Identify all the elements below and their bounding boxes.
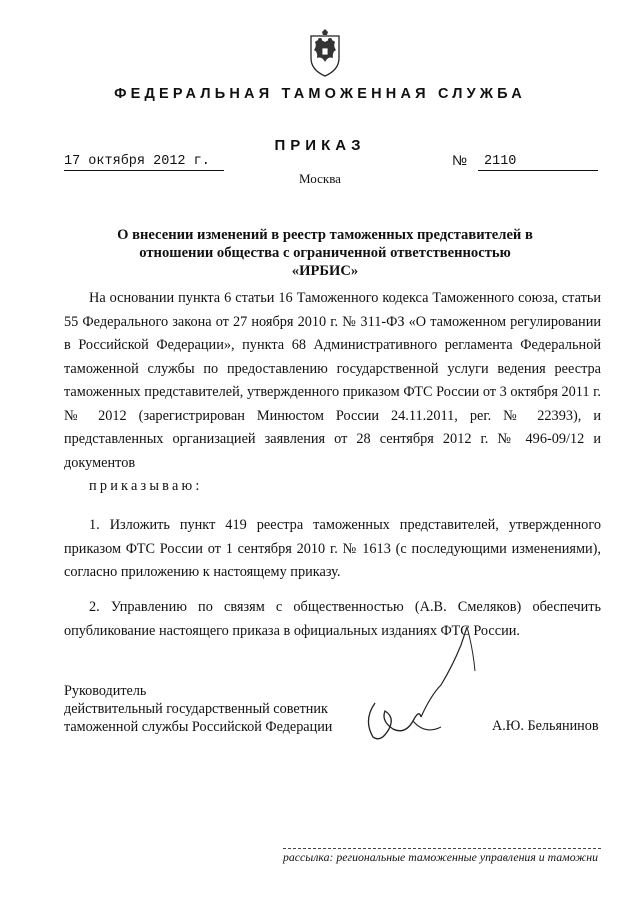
mailing-divider — [283, 848, 601, 849]
order-number: 2110 — [478, 153, 598, 171]
basis-text: На основании пункта 6 статьи 16 Таможенного кодекса Таможенного союза, статьи 55 Федерального закона от 27 ноября 2010 г. № 311-ФЗ «О таможенном регулировании в Российской Федерации», пункта 68 Административного регламента Федеральной таможенной службы по предоставлению государственной услуги ведения реестра таможенных представителей, утвержденного приказом ФТС России от 3 октября 2011 г. № 2012 (зарегистрирован Минюстом России 24.11.2011, рег. № 22393), и представленных организацией заявления от 28 сентября 2012 г. № 496-09/12 и документов — [64, 290, 601, 471]
state-emblem-icon — [305, 28, 345, 78]
title-line-1: О внесении изменений в реестр таможенных представителей в — [117, 227, 533, 243]
mailing-list: рассылка: региональные таможенные управления и таможни — [283, 850, 599, 864]
signatory-line-2: действительный государственный советник — [64, 701, 328, 717]
order-item-2: 2. Управлению по связям с общественностью (А.В. Смеляков) обеспечить опубликование настоящего приказа в официальных изданиях ФТС России. — [64, 599, 601, 639]
basis-paragraph — [64, 287, 601, 499]
signatory-title — [64, 682, 332, 736]
order-city: Москва — [299, 171, 341, 186]
signatory-name: А.Ю. Бельянинов — [492, 718, 599, 734]
order-number-label: № — [452, 152, 468, 168]
document-title — [90, 226, 560, 280]
signatory-line-1: Руководитель — [64, 683, 147, 699]
title-line-2: отношении общества с ограниченной ответственностью — [139, 245, 511, 261]
order-date: 17 октября 2012 г. — [64, 153, 224, 171]
order-item-1: 1. Изложить пункт 419 реестра таможенных представителей, утвержденного приказом ФТС России от 1 сентября 2010 г. № 1613 (с последующими изменениями), согласно приложению к настоящему приказу. — [64, 517, 601, 580]
order-word: приказываю: — [89, 478, 203, 494]
agency-name: ФЕДЕРАЛЬНАЯ ТАМОЖЕННАЯ СЛУЖБА — [114, 86, 526, 102]
document-type: ПРИКАЗ — [274, 137, 366, 154]
signatory-line-3: таможенной службы Российской Федерации — [64, 719, 333, 735]
handwritten-signature-icon — [355, 625, 490, 750]
title-line-3: «ИРБИС» — [291, 263, 359, 279]
